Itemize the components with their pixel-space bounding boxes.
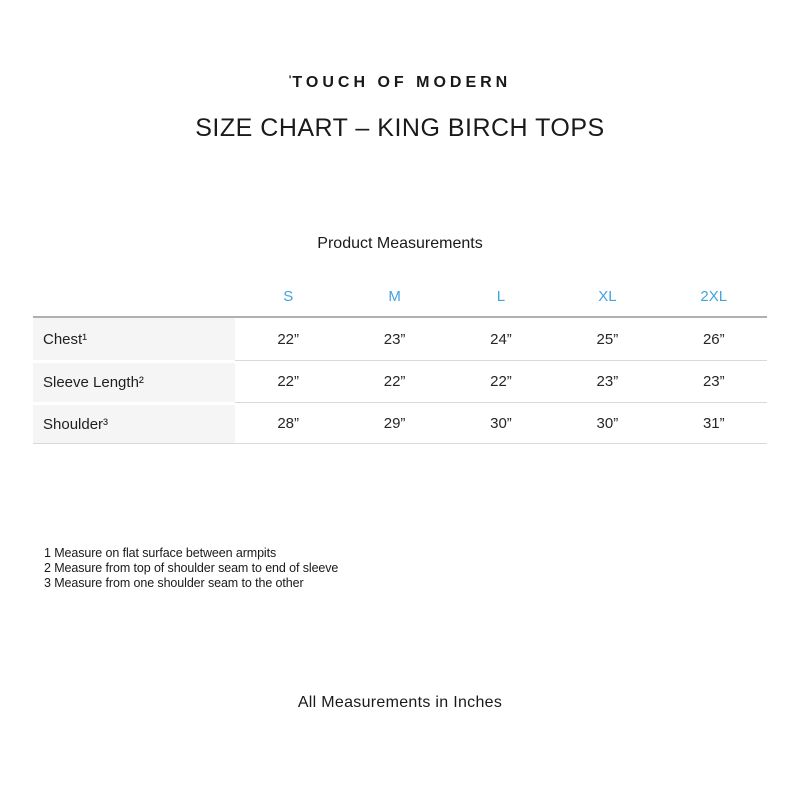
size-chart-table-container — [33, 280, 767, 444]
header-spacer-cell — [33, 280, 235, 318]
measurement-value-cell: 23” — [383, 330, 406, 348]
measurement-row-label: Sleeve Length² — [33, 360, 235, 402]
footnote-line: 2 Measure from top of shoulder seam to end of sleeve — [44, 561, 339, 575]
measurement-value-cell: 30” — [554, 402, 660, 444]
size-column-header: S — [235, 280, 341, 318]
measurement-row-label: Chest¹ — [33, 318, 235, 360]
brand-logo — [0, 74, 800, 92]
brand-logo-tick: ' — [288, 74, 292, 86]
size-column-header: L — [448, 280, 554, 318]
measurement-value-cell: 30” — [448, 402, 554, 444]
footnote-line: 3 Measure from one shoulder seam to the other — [44, 576, 304, 590]
page-title: SIZE CHART – KING BIRCH TOPS — [195, 114, 605, 142]
table-row — [33, 318, 767, 360]
measurement-value-cell: 22” — [235, 360, 341, 402]
footer-note: All Measurements in Inches — [297, 694, 503, 711]
brand-logo-text: TOUCH OF MODERN — [292, 74, 512, 91]
size-column-header: M — [341, 280, 447, 318]
size-table-body — [33, 318, 767, 444]
size-header-row — [33, 280, 767, 318]
measurement-value-cell: 29” — [341, 402, 447, 444]
measurement-value-cell: 22” — [277, 330, 300, 348]
measurement-value-cell: 31” — [661, 402, 767, 444]
measurement-value-cell: 25” — [596, 330, 619, 348]
measurement-value-cell: 22” — [341, 360, 447, 402]
measurement-value-cell: 28” — [235, 402, 341, 444]
measurement-value-cell: 22” — [448, 360, 554, 402]
measurement-value-cell: 24” — [490, 330, 512, 348]
size-column-header: 2XL — [661, 280, 767, 318]
measurement-value-cell: 23” — [661, 360, 767, 402]
table-row — [33, 402, 767, 444]
measurement-value-cell: 23” — [554, 360, 660, 402]
size-column-header: XL — [554, 280, 660, 318]
footnote-line: 1 Measure on flat surface between armpits — [44, 546, 277, 560]
measurement-row-label: Shoulder³ — [33, 402, 235, 444]
table-row — [33, 360, 767, 402]
measurement-footnotes — [44, 546, 338, 591]
table-title: Product Measurements — [317, 235, 483, 252]
size-chart-table — [33, 280, 767, 444]
measurement-value-cell: 26” — [702, 330, 725, 348]
